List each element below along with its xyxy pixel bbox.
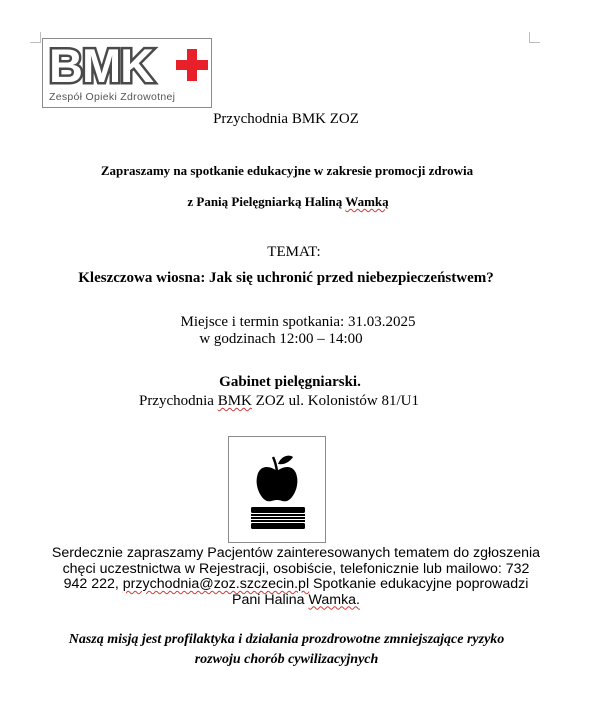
page-corner-mark <box>30 32 41 43</box>
invitation-paragraph: Serdecznie zapraszamy Pacjentów zainteresowanych tematem do zgłoszenia chęci uczestnictwa w Rejestracji, osobiście, telefonicznie lub mailowo: 732 942 222, przychodnia@zoz.szczecin.pl Spotkanie edukacyjne poprowadzi Pani Halina Wamka. <box>51 545 541 608</box>
nurse-line: z Panią Pielęgniarką Haliną Wamką <box>187 194 389 209</box>
apple-on-books-icon <box>228 436 326 543</box>
email-link[interactable]: przychodnia@zoz.szczecin.pl <box>122 576 310 592</box>
place-address: Przychodnia BMK ZOZ ul. Kolonistów 81/U1 <box>138 393 419 409</box>
red-cross-icon <box>176 49 208 81</box>
clinic-name: Przychodnia BMK ZOZ <box>213 111 359 127</box>
page-corner-mark <box>529 32 540 43</box>
logo-letters: BMK <box>49 39 154 92</box>
topic-label: TEMAT: <box>267 244 321 260</box>
invite-line: Zapraszamy na spotkanie edukacyjne w zakresie promocji zdrowia <box>100 163 474 178</box>
mission-statement: Naszą misją jest profilaktyka i działania prozdrowotne zmniejszające ryzyko rozwoju chorób cywilizacyjnych <box>68 632 505 667</box>
logo-subtitle: Zespół Opieki Zdrowotnej <box>49 91 176 103</box>
place-title: Gabinet pielęgniarski. <box>219 374 361 390</box>
topic-title: Kleszczowa wiosna: Jak się uchronić przed niebezpieczeństwem? <box>78 270 494 286</box>
bmk-logo <box>42 38 212 108</box>
schedule-hours: w godzinach 12:00 – 14:00 <box>199 331 363 347</box>
schedule-date: Miejsce i termin spotkania: 31.03.2025 <box>180 314 416 330</box>
